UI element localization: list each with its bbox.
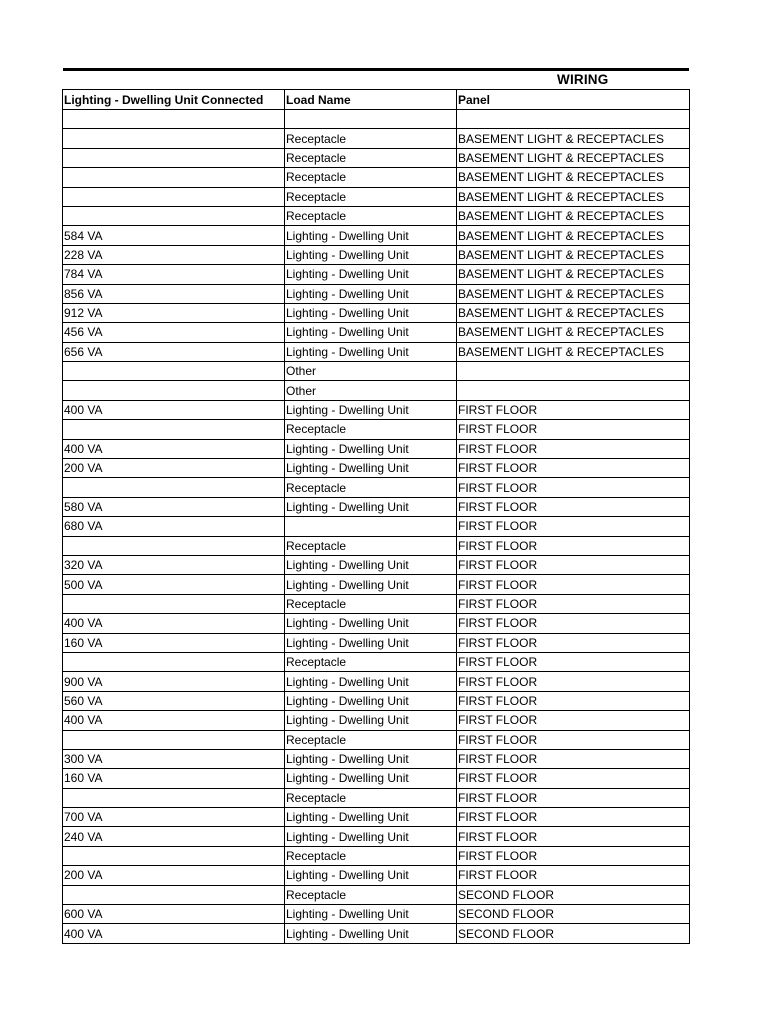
cell-load-name: Receptacle: [285, 148, 457, 167]
table-row: [63, 594, 690, 613]
cell-load-name: Receptacle: [285, 206, 457, 225]
table-row: [63, 497, 690, 516]
table-row: [63, 245, 690, 264]
cell-panel: FIRST FLOOR: [457, 594, 690, 613]
cell-connected-load: 400 VA: [63, 924, 285, 943]
cell-load-name: Receptacle: [285, 536, 457, 555]
cell-load-name: Lighting - Dwelling Unit: [285, 749, 457, 768]
cell-load-name: Receptacle: [285, 478, 457, 497]
cell-connected-load: 856 VA: [63, 284, 285, 303]
cell-connected-load: [63, 594, 285, 613]
cell-panel: BASEMENT LIGHT & RECEPTACLES: [457, 284, 690, 303]
cell-load-name: Receptacle: [285, 788, 457, 807]
cell-load-name: Lighting - Dwelling Unit: [285, 342, 457, 361]
cell-connected-load: [63, 362, 285, 381]
cell-panel: FIRST FLOOR: [457, 575, 690, 594]
table-row: [63, 536, 690, 555]
cell-panel: [457, 110, 690, 129]
cell-panel: BASEMENT LIGHT & RECEPTACLES: [457, 129, 690, 148]
cell-connected-load: 160 VA: [63, 769, 285, 788]
cell-panel: FIRST FLOOR: [457, 846, 690, 865]
table-row: [63, 672, 690, 691]
cell-load-name: Receptacle: [285, 846, 457, 865]
table-row: [63, 517, 690, 536]
cell-load-name: Lighting - Dwelling Unit: [285, 226, 457, 245]
cell-connected-load: 560 VA: [63, 691, 285, 710]
cell-panel: [457, 381, 690, 400]
cell-panel: FIRST FLOOR: [457, 420, 690, 439]
cell-panel: SECOND FLOOR: [457, 885, 690, 904]
table-row: [63, 478, 690, 497]
cell-connected-load: 580 VA: [63, 497, 285, 516]
cell-panel: BASEMENT LIGHT & RECEPTACLES: [457, 245, 690, 264]
cell-connected-load: [63, 478, 285, 497]
cell-panel: BASEMENT LIGHT & RECEPTACLES: [457, 187, 690, 206]
table-row: [63, 730, 690, 749]
cell-connected-load: 200 VA: [63, 866, 285, 885]
cell-panel: BASEMENT LIGHT & RECEPTACLES: [457, 206, 690, 225]
cell-panel: BASEMENT LIGHT & RECEPTACLES: [457, 265, 690, 284]
cell-panel: SECOND FLOOR: [457, 905, 690, 924]
table-row: [63, 362, 690, 381]
cell-load-name: Other: [285, 381, 457, 400]
cell-connected-load: [63, 536, 285, 555]
cell-panel: FIRST FLOOR: [457, 633, 690, 652]
cell-load-name: Receptacle: [285, 885, 457, 904]
cell-connected-load: [63, 129, 285, 148]
cell-connected-load: [63, 381, 285, 400]
cell-load-name: [285, 517, 457, 536]
table-row: [63, 866, 690, 885]
cell-load-name: Lighting - Dwelling Unit: [285, 459, 457, 478]
table-row: [63, 110, 690, 129]
cell-panel: FIRST FLOOR: [457, 769, 690, 788]
table-row: [63, 400, 690, 419]
cell-load-name: Lighting - Dwelling Unit: [285, 769, 457, 788]
table-row: [63, 342, 690, 361]
table-row: [63, 226, 690, 245]
cell-panel: FIRST FLOOR: [457, 788, 690, 807]
cell-connected-load: [63, 730, 285, 749]
cell-load-name: Lighting - Dwelling Unit: [285, 439, 457, 458]
cell-connected-load: 600 VA: [63, 905, 285, 924]
cell-load-name: Lighting - Dwelling Unit: [285, 284, 457, 303]
table-row: [63, 265, 690, 284]
cell-load-name: Receptacle: [285, 187, 457, 206]
cell-panel: FIRST FLOOR: [457, 730, 690, 749]
cell-load-name: Lighting - Dwelling Unit: [285, 323, 457, 342]
load-schedule-table: [62, 89, 690, 944]
cell-connected-load: 200 VA: [63, 459, 285, 478]
cell-load-name: Lighting - Dwelling Unit: [285, 400, 457, 419]
cell-load-name: Lighting - Dwelling Unit: [285, 924, 457, 943]
cell-connected-load: 228 VA: [63, 245, 285, 264]
cell-load-name: Lighting - Dwelling Unit: [285, 614, 457, 633]
cell-panel: FIRST FLOOR: [457, 866, 690, 885]
cell-load-name: Receptacle: [285, 652, 457, 671]
cell-load-name: Receptacle: [285, 730, 457, 749]
cell-panel: BASEMENT LIGHT & RECEPTACLES: [457, 148, 690, 167]
table-header-row: [63, 90, 690, 110]
table-row: [63, 788, 690, 807]
cell-panel: BASEMENT LIGHT & RECEPTACLES: [457, 168, 690, 187]
cell-panel: BASEMENT LIGHT & RECEPTACLES: [457, 323, 690, 342]
cell-connected-load: 400 VA: [63, 400, 285, 419]
cell-panel: FIRST FLOOR: [457, 808, 690, 827]
cell-panel: FIRST FLOOR: [457, 749, 690, 768]
cell-connected-load: 584 VA: [63, 226, 285, 245]
cell-connected-load: 240 VA: [63, 827, 285, 846]
cell-connected-load: 400 VA: [63, 614, 285, 633]
cell-load-name: Receptacle: [285, 420, 457, 439]
cell-load-name: Lighting - Dwelling Unit: [285, 866, 457, 885]
cell-load-name: Lighting - Dwelling Unit: [285, 245, 457, 264]
table-row: [63, 168, 690, 187]
cell-panel: FIRST FLOOR: [457, 400, 690, 419]
cell-panel: BASEMENT LIGHT & RECEPTACLES: [457, 342, 690, 361]
cell-connected-load: 400 VA: [63, 711, 285, 730]
cell-connected-load: 912 VA: [63, 303, 285, 322]
cell-panel: FIRST FLOOR: [457, 459, 690, 478]
cell-panel: FIRST FLOOR: [457, 478, 690, 497]
cell-load-name: Lighting - Dwelling Unit: [285, 905, 457, 924]
cell-connected-load: [63, 110, 285, 129]
table-row: [63, 614, 690, 633]
cell-panel: FIRST FLOOR: [457, 672, 690, 691]
cell-connected-load: 900 VA: [63, 672, 285, 691]
cell-connected-load: 500 VA: [63, 575, 285, 594]
cell-connected-load: [63, 652, 285, 671]
column-header-connected-load: Lighting - Dwelling Unit Connected: [63, 90, 285, 110]
cell-load-name: Lighting - Dwelling Unit: [285, 265, 457, 284]
cell-connected-load: [63, 148, 285, 167]
cell-load-name: Lighting - Dwelling Unit: [285, 691, 457, 710]
cell-load-name: Receptacle: [285, 129, 457, 148]
table-row: [63, 420, 690, 439]
table-row: [63, 905, 690, 924]
cell-panel: FIRST FLOOR: [457, 691, 690, 710]
cell-load-name: Lighting - Dwelling Unit: [285, 497, 457, 516]
cell-connected-load: [63, 420, 285, 439]
table-row: [63, 459, 690, 478]
table-row: [63, 808, 690, 827]
cell-load-name: Lighting - Dwelling Unit: [285, 303, 457, 322]
table-row: [63, 148, 690, 167]
table-row: [63, 769, 690, 788]
cell-panel: FIRST FLOOR: [457, 827, 690, 846]
table-row: [63, 284, 690, 303]
cell-load-name: Receptacle: [285, 168, 457, 187]
cell-panel: FIRST FLOOR: [457, 497, 690, 516]
table-row: [63, 924, 690, 943]
cell-panel: FIRST FLOOR: [457, 536, 690, 555]
cell-panel: FIRST FLOOR: [457, 555, 690, 574]
column-header-panel: Panel: [457, 90, 690, 110]
cell-connected-load: [63, 788, 285, 807]
cell-connected-load: 784 VA: [63, 265, 285, 284]
cell-panel: BASEMENT LIGHT & RECEPTACLES: [457, 303, 690, 322]
table-row: [63, 691, 690, 710]
table-row: [63, 439, 690, 458]
table-row: [63, 633, 690, 652]
cell-load-name: Lighting - Dwelling Unit: [285, 827, 457, 846]
cell-connected-load: 320 VA: [63, 555, 285, 574]
cell-load-name: [285, 110, 457, 129]
cell-load-name: Lighting - Dwelling Unit: [285, 808, 457, 827]
table-row: [63, 303, 690, 322]
table-row: [63, 885, 690, 904]
table-row: [63, 187, 690, 206]
cell-panel: FIRST FLOOR: [457, 517, 690, 536]
table-row: [63, 711, 690, 730]
table-row: [63, 381, 690, 400]
table-row: [63, 827, 690, 846]
table-row: [63, 846, 690, 865]
table-row: [63, 206, 690, 225]
cell-connected-load: 456 VA: [63, 323, 285, 342]
cell-load-name: Receptacle: [285, 594, 457, 613]
cell-connected-load: 300 VA: [63, 749, 285, 768]
cell-panel: SECOND FLOOR: [457, 924, 690, 943]
cell-connected-load: 680 VA: [63, 517, 285, 536]
cell-panel: FIRST FLOOR: [457, 711, 690, 730]
table-row: [63, 323, 690, 342]
cell-connected-load: [63, 885, 285, 904]
cell-connected-load: 400 VA: [63, 439, 285, 458]
cell-load-name: Other: [285, 362, 457, 381]
cell-load-name: Lighting - Dwelling Unit: [285, 672, 457, 691]
cell-connected-load: 700 VA: [63, 808, 285, 827]
cell-connected-load: [63, 168, 285, 187]
table-row: [63, 575, 690, 594]
column-header-load-name: Load Name: [285, 90, 457, 110]
table-row: [63, 555, 690, 574]
cell-load-name: Lighting - Dwelling Unit: [285, 711, 457, 730]
cell-connected-load: 160 VA: [63, 633, 285, 652]
table-row: [63, 129, 690, 148]
cell-connected-load: [63, 187, 285, 206]
cell-connected-load: [63, 846, 285, 865]
cell-connected-load: 656 VA: [63, 342, 285, 361]
cell-panel: FIRST FLOOR: [457, 652, 690, 671]
cell-panel: FIRST FLOOR: [457, 439, 690, 458]
cell-connected-load: [63, 206, 285, 225]
cell-panel: [457, 362, 690, 381]
table-row: [63, 652, 690, 671]
cell-load-name: Lighting - Dwelling Unit: [285, 555, 457, 574]
table-row: [63, 749, 690, 768]
cell-load-name: Lighting - Dwelling Unit: [285, 575, 457, 594]
sheet-title: WIRING: [557, 72, 609, 87]
cell-panel: BASEMENT LIGHT & RECEPTACLES: [457, 226, 690, 245]
cell-panel: FIRST FLOOR: [457, 614, 690, 633]
cell-load-name: Lighting - Dwelling Unit: [285, 633, 457, 652]
